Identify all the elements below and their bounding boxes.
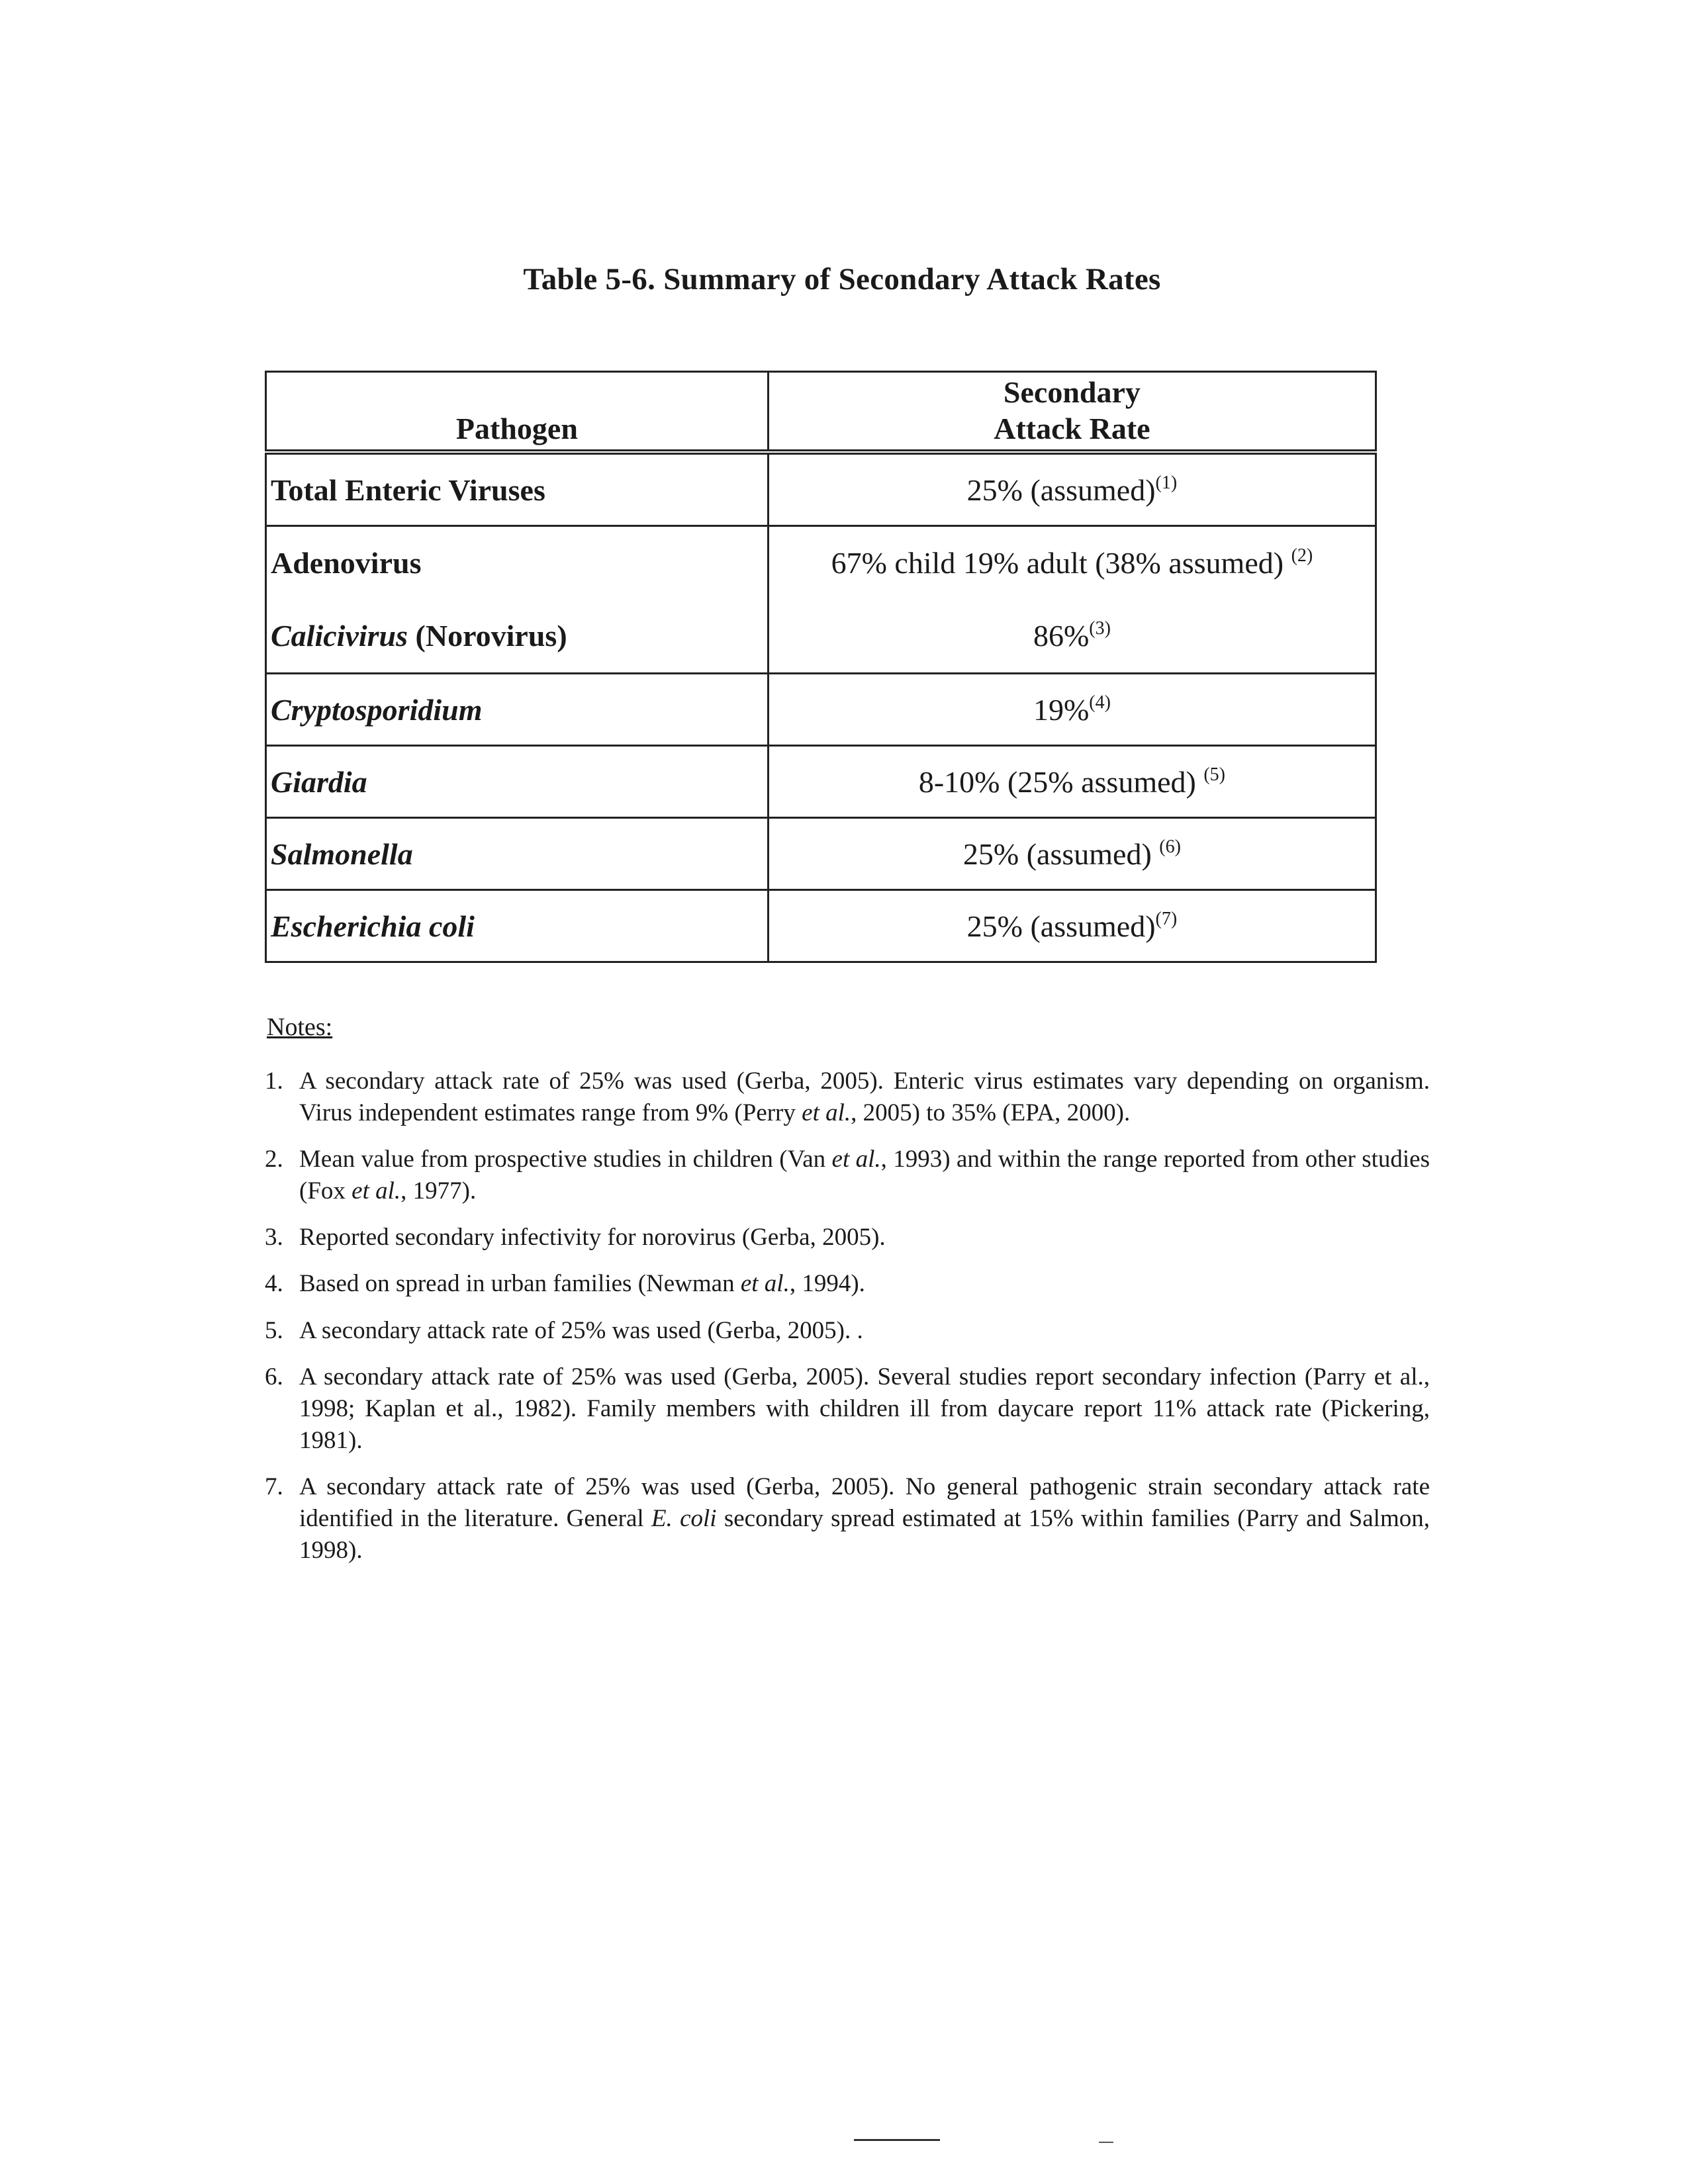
- note-item: [265, 1222, 1430, 1253]
- attack-rate-cell: [768, 818, 1376, 890]
- pathogen-name: Escherichia coli: [271, 909, 475, 943]
- table-row: [266, 746, 1376, 818]
- note-number: 2.: [265, 1146, 283, 1173]
- attack-rate-cell: [773, 547, 1371, 580]
- note-text: A secondary attack rate of 25% was used (Gerba, 2005). .: [299, 1316, 863, 1344]
- note-text-italic: et al.: [351, 1177, 401, 1205]
- attack-rate-cell: [768, 746, 1376, 818]
- attack-rate-header-line2: Attack Rate: [994, 411, 1150, 445]
- pathogen-cell: [271, 619, 763, 653]
- pathogen-cell: Adenovirus: [271, 545, 422, 580]
- note-item: [265, 1471, 1430, 1567]
- note-text: Mean value from prospective studies in children (Van: [299, 1146, 832, 1173]
- pathogen-name: Cryptosporidium: [271, 692, 483, 727]
- pathogen-cell: Total Enteric Viruses: [266, 452, 769, 526]
- note-text-italic: E. coli: [651, 1505, 717, 1533]
- attack-rate-cell: [768, 890, 1376, 962]
- note-text: secondary spread estimated at 15% within families (Parry and Salmon, 1998).: [299, 1505, 1430, 1565]
- pathogen-name: Salmonella: [271, 837, 413, 871]
- note-text: Based on spread in urban families (Newman: [299, 1270, 741, 1298]
- rate-footnote-ref: (2): [1291, 545, 1313, 566]
- note-number: 3.: [265, 1224, 283, 1251]
- pathogen-genus: Calicivirus: [271, 618, 408, 653]
- attack-rate-cell: [768, 674, 1376, 746]
- attack-rate-cell-group: [768, 526, 1376, 674]
- rate-footnote-ref: (1): [1155, 472, 1178, 493]
- rate-value: 19%: [1033, 692, 1090, 727]
- note-text: , 2005) to 35% (EPA, 2000).: [851, 1099, 1131, 1127]
- attack-rate-column-header: [768, 372, 1376, 453]
- attack-rate-cell: [773, 619, 1371, 653]
- pathogen-common-name: (Norovirus): [408, 618, 567, 653]
- rate-value: 8-10% (25% assumed): [918, 764, 1204, 799]
- pathogen-name: Giardia: [271, 764, 367, 799]
- attack-rate-header-line1: Secondary: [1003, 375, 1141, 410]
- table-header-row: [266, 372, 1376, 453]
- rate-value: 25% (assumed): [966, 909, 1156, 943]
- table-row: [266, 890, 1376, 962]
- table-row: [266, 818, 1376, 890]
- pathogen-column-header: Pathogen: [266, 372, 769, 453]
- rate-footnote-ref: (4): [1089, 692, 1111, 713]
- notes-heading: Notes:: [267, 1013, 333, 1041]
- note-text: , 1994).: [789, 1270, 865, 1298]
- attack-rate-cell: [768, 452, 1376, 526]
- note-text-italic: et al.: [740, 1270, 790, 1298]
- rate-value: 67% child 19% adult (38% assumed): [831, 545, 1291, 580]
- note-item: [265, 1268, 1430, 1300]
- note-text: , 1977).: [400, 1177, 477, 1205]
- rate-footnote-ref: (5): [1203, 764, 1226, 785]
- note-item: [265, 1315, 1430, 1347]
- table-row: [266, 452, 1376, 526]
- pathogen-cell: [266, 746, 769, 818]
- pathogen-cell-group: [266, 526, 769, 674]
- secondary-attack-rate-table: [265, 371, 1377, 963]
- pathogen-cell: [266, 818, 769, 890]
- note-text: A secondary attack rate of 25% was used (Gerba, 2005). Enteric virus estimates vary depending on organism. Virus independent estimates range from 9% (Perry: [299, 1068, 1430, 1127]
- rate-footnote-ref: (3): [1089, 617, 1111, 639]
- note-text: A secondary attack rate of 25% was used (Gerba, 2005). No general pathogenic strain secondary attack rate identified in the literature. General: [299, 1473, 1430, 1533]
- rate-footnote-ref: (7): [1155, 908, 1178, 929]
- table-title: Table 5-6. Summary of Secondary Attack Rates: [523, 262, 1161, 296]
- note-number: 1.: [265, 1068, 283, 1095]
- note-number: 7.: [265, 1473, 283, 1500]
- notes-list: [265, 1066, 1430, 1581]
- note-text: Reported secondary infectivity for norovirus (Gerba, 2005).: [299, 1224, 886, 1251]
- rate-value: 25% (assumed): [966, 473, 1156, 507]
- note-text-italic: et al.: [831, 1146, 881, 1173]
- note-text-italic: et al.: [802, 1099, 851, 1127]
- footer-rule: [854, 2139, 940, 2141]
- rate-footnote-ref: (6): [1159, 836, 1181, 857]
- note-item: [265, 1144, 1430, 1207]
- pathogen-cell: [266, 890, 769, 962]
- table-row: [266, 526, 1376, 674]
- note-item: [265, 1066, 1430, 1129]
- note-text: A secondary attack rate of 25% was used (Gerba, 2005). Several studies report secondary infection (Parry et al., 1998; Kaplan et al., 1982). Family members with children ill from daycare report 11% attack rate (Pickering, 1981).: [299, 1363, 1430, 1454]
- note-text: , 1993) and within the range reported from other studies (Fox: [299, 1146, 1430, 1205]
- rate-value: 86%: [1033, 618, 1090, 653]
- rate-value: 25% (assumed): [962, 837, 1160, 871]
- note-number: 6.: [265, 1363, 283, 1390]
- note-number: 4.: [265, 1270, 283, 1298]
- note-number: 5.: [265, 1316, 283, 1344]
- note-item: [265, 1361, 1430, 1457]
- pathogen-cell: [266, 674, 769, 746]
- footer-dash: [1099, 2142, 1113, 2143]
- table-row: [266, 674, 1376, 746]
